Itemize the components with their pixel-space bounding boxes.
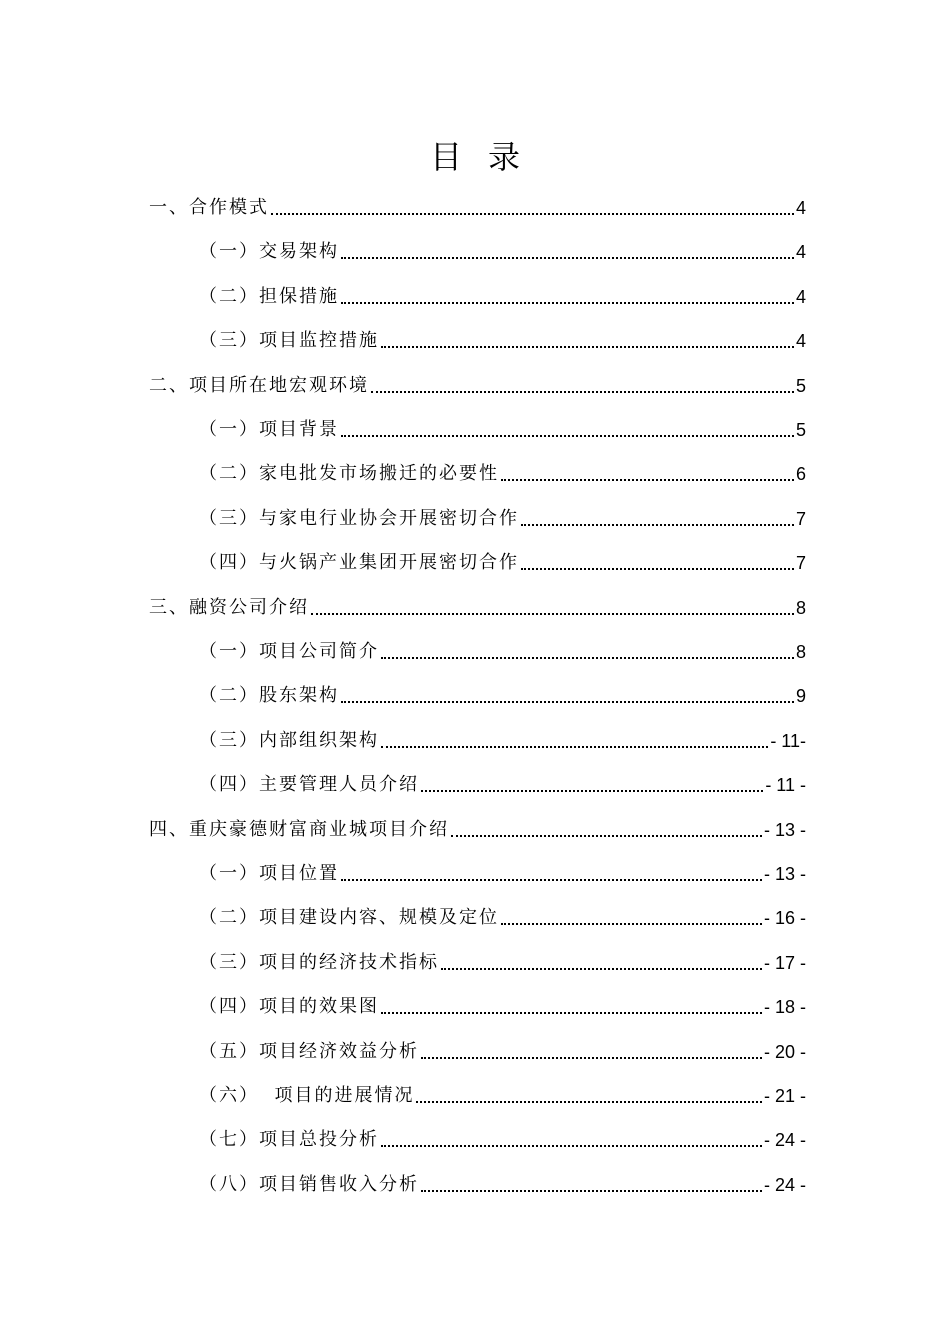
toc-entry-text: （四）项目的效果图 [199,996,379,1018]
toc-dot-leader [441,967,762,970]
toc-entry[interactable] [199,945,806,975]
toc-page-number: - 11 - [765,775,806,796]
toc-page-number: 4 [795,286,806,307]
toc-dot-leader [421,789,763,792]
toc-title: 目录 [429,138,546,176]
toc-entry[interactable] [199,856,806,886]
toc-entry[interactable] [199,634,806,664]
toc-page-number: 5 [795,375,806,396]
toc-entry[interactable] [199,900,806,930]
toc-dot-leader [451,834,762,837]
toc-entry-text: （二）项目建设内容、规模及定位 [199,907,499,929]
toc-entry[interactable] [199,989,806,1019]
toc-entry-text: （一）项目公司简介 [199,641,379,662]
toc-entry-text: （三）项目监控措施 [199,330,379,352]
toc-entry[interactable] [149,368,806,398]
toc-entry-text: （二）家电批发市场搬迁的必要性 [199,463,499,485]
toc-entry-text: （一）项目位置 [199,863,339,884]
toc-page-number: - 18 - [763,997,806,1018]
toc-entry[interactable] [199,412,806,442]
toc-entry-text: （一）交易架构 [199,241,339,263]
toc-dot-leader [421,1189,762,1192]
toc-entry[interactable] [199,723,806,753]
toc-dot-leader [381,1011,762,1014]
toc-dot-leader [501,922,762,925]
toc-entry-text: 四、重庆豪德财富商业城项目介绍 [149,818,449,840]
toc-entry[interactable] [199,678,806,708]
toc-page-number: - 24 - [763,1174,806,1195]
toc-dot-leader [341,700,794,703]
toc-entry-text: 一、合作模式 [149,197,269,218]
toc-entry-text: 三、融资公司介绍 [149,596,309,618]
toc-entry-text: （四）与火锅产业集团开展密切合作 [199,552,519,574]
toc-dot-leader [271,212,794,215]
toc-entry-text: 二、项目所在地宏观环境 [149,374,369,396]
toc-dot-leader [381,656,794,659]
toc-dot-leader [381,745,768,748]
toc-entry-text: （八）项目销售收入分析 [199,1173,419,1195]
toc-page-number: 9 [795,686,806,707]
toc-dot-leader [371,390,794,393]
toc-entry[interactable] [199,545,806,575]
toc-dot-leader [416,1100,762,1103]
toc-page-number: 5 [795,420,806,440]
toc-dot-leader [421,1056,762,1059]
toc-entry-text: （三）项目的经济技术指标 [199,951,439,973]
toc-entry[interactable] [149,812,806,842]
toc-dot-leader [521,567,794,570]
toc-page-number: 4 [795,331,806,352]
toc-page-number: - 21 - [763,1086,806,1106]
toc-dot-leader [521,523,794,526]
toc-entry-text: （三）与家电行业协会开展密切合作 [199,507,519,529]
toc-entry[interactable] [199,1167,806,1197]
toc-dot-leader [341,878,762,881]
toc-entry-text: （四）主要管理人员介绍 [199,774,419,796]
toc-entry[interactable] [199,323,806,353]
toc-dot-leader [341,434,794,437]
toc-page-number: - 13 - [763,864,806,884]
toc-entry-text: （一）项目背景 [199,419,339,440]
toc-page-number: 7 [795,553,806,574]
toc-page-number: 7 [795,508,806,529]
toc-entry[interactable] [199,501,806,531]
toc-entry-text: （三）内部组织架构 [199,729,379,751]
toc-page-number: 6 [795,464,806,485]
toc-dot-leader [311,612,794,615]
toc-entry-text: （二）股东架构 [199,685,339,707]
toc-page-number: 4 [795,242,806,263]
toc-page-number: - 13 - [763,819,806,840]
toc-entry[interactable] [199,1078,806,1108]
toc-entry[interactable] [149,590,806,620]
toc-page-number: 4 [795,198,806,218]
toc-page-number: 8 [795,642,806,662]
toc-dot-leader [341,256,794,259]
toc-dot-leader [501,478,794,481]
toc-entry-text: （六） 项目的进展情况 [199,1085,415,1106]
toc-page-number: - 16 - [763,908,806,929]
toc-entry[interactable] [199,279,806,309]
toc-entry-text: （七）项目总投分析 [199,1129,379,1151]
toc-page-number: - 24 - [763,1130,806,1151]
toc-entry-text: （二）担保措施 [199,285,339,307]
toc-entry[interactable] [199,456,806,486]
toc-entry-text: （五）项目经济效益分析 [199,1040,419,1062]
toc-entry[interactable] [149,190,806,220]
toc-entry[interactable] [199,234,806,264]
toc-entry[interactable] [199,1122,806,1152]
toc-dot-leader [341,301,794,304]
toc-entry[interactable] [199,767,806,797]
toc-page-number: 8 [795,597,806,618]
toc-entry[interactable] [199,1034,806,1064]
toc-page-number: - 20 - [763,1041,806,1062]
toc-dot-leader [381,345,794,348]
toc-page-number: - 17 - [763,952,806,973]
toc-dot-leader [381,1144,762,1147]
toc-page-number: - 11- [770,730,806,751]
